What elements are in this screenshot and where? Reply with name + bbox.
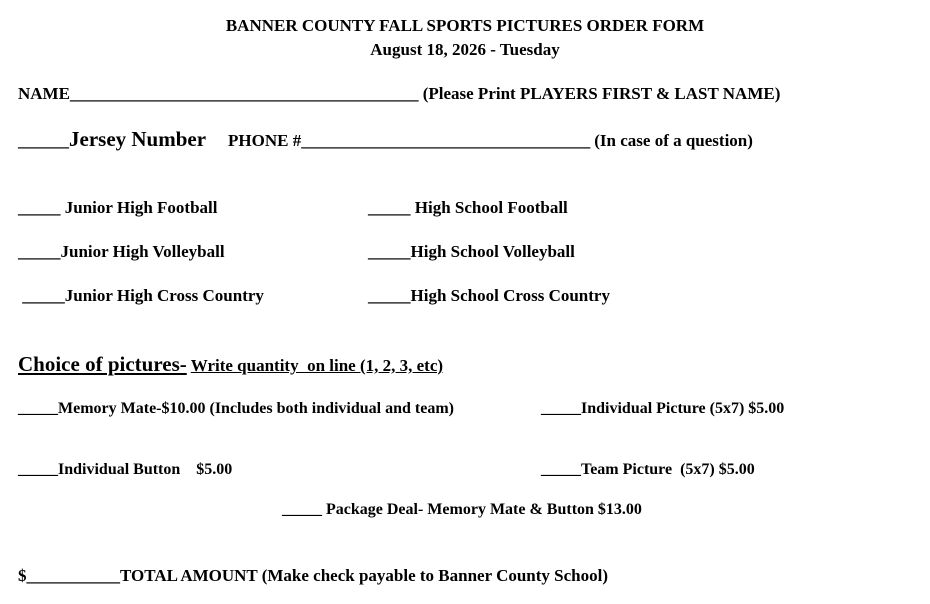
- name-blank: _________________________________________: [69, 84, 419, 103]
- choice-instruction: Write quantity on line (1, 2, 3, etc): [190, 356, 444, 375]
- phone-blank: __________________________________: [301, 131, 591, 150]
- jersey-label: Jersey Number: [69, 127, 207, 151]
- name-label: NAME: [18, 84, 70, 103]
- form-date: August 18, 2026 - Tuesday: [370, 40, 560, 59]
- choice-heading-row: [18, 352, 443, 377]
- option-team-picture: _____Team Picture (5x7) $5.00: [541, 461, 755, 478]
- option-hs-football: _____ High School Football: [368, 198, 568, 217]
- choice-heading: Choice of pictures-: [18, 352, 187, 376]
- total-amount-line: $___________TOTAL AMOUNT (Make check payable to Banner County School): [18, 566, 609, 585]
- option-individual-picture: _____Individual Picture (5x7) $5.00: [541, 400, 785, 417]
- phone-note: (In case of a question): [594, 131, 753, 150]
- option-hs-cross-country: _____High School Cross Country: [368, 286, 610, 305]
- option-jh-football: _____ Junior High Football: [18, 198, 218, 217]
- option-package-deal: _____ Package Deal- Memory Mate & Button $13.00: [282, 501, 642, 518]
- option-memory-mate: _____Memory Mate-$10.00 (Includes both individual and team): [18, 400, 454, 417]
- phone-label: PHONE #: [228, 131, 302, 150]
- option-individual-button: _____Individual Button $5.00: [18, 461, 233, 478]
- jersey-blank: ______: [18, 131, 69, 150]
- name-note: (Please Print PLAYERS FIRST & LAST NAME): [422, 84, 781, 103]
- name-row: [18, 84, 780, 104]
- option-jh-cross-country: _____Junior High Cross Country: [18, 286, 264, 305]
- form-title: BANNER COUNTY FALL SPORTS PICTURES ORDER FORM: [225, 16, 705, 35]
- option-jh-volleyball: _____Junior High Volleyball: [18, 242, 225, 261]
- jersey-row: [18, 127, 753, 152]
- option-hs-volleyball: _____High School Volleyball: [368, 242, 575, 261]
